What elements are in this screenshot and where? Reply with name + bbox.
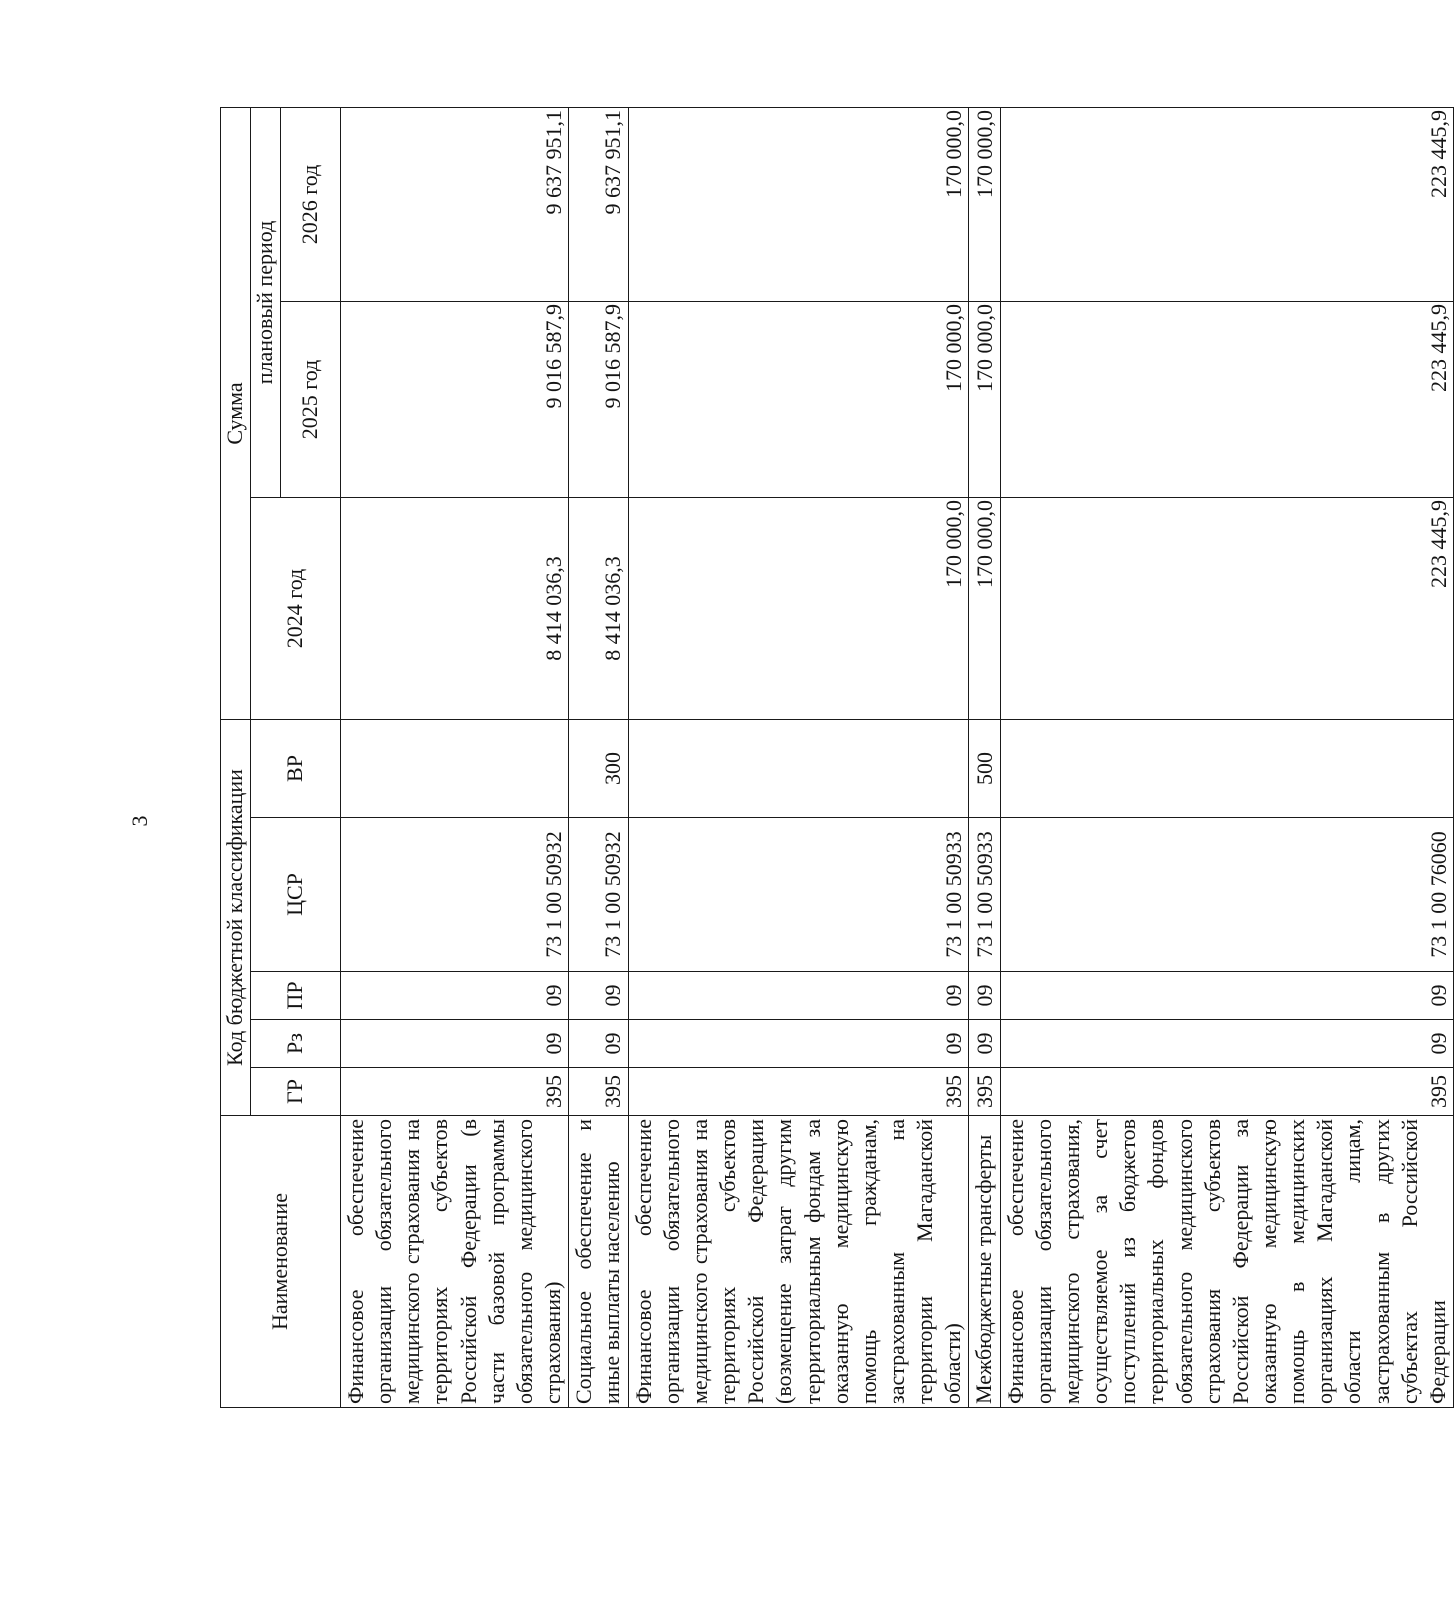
table-row bbox=[1000, 107, 1454, 1407]
row-rz: 09 bbox=[969, 1020, 1000, 1068]
row-vr bbox=[1000, 720, 1454, 818]
budget-table bbox=[220, 107, 1454, 1408]
page-number: 3 bbox=[127, 815, 152, 827]
row-2026: 223 445,9 bbox=[1000, 107, 1454, 301]
row-name: Финансовое обеспечение организации обязательного медицинского страхования на территориях субъектов Российской Федерации (в части базовой программы обязательного медицинского страхования) bbox=[341, 1116, 569, 1408]
row-name: Межбюджетные трансферты bbox=[969, 1116, 1000, 1408]
row-name: Социальное обеспечение и иные выплаты населению bbox=[569, 1116, 628, 1408]
row-2026: 9 637 951,1 bbox=[569, 107, 628, 301]
row-vr bbox=[628, 720, 969, 818]
row-pr: 09 bbox=[628, 972, 969, 1020]
row-vr: 500 bbox=[969, 720, 1000, 818]
table-row bbox=[341, 107, 569, 1407]
table-row bbox=[969, 107, 1000, 1407]
row-csr: 73 1 00 76060 bbox=[1000, 818, 1454, 972]
row-2025: 223 445,9 bbox=[1000, 302, 1454, 498]
budget-table-sheet bbox=[220, 108, 1451, 1408]
row-2025: 9 016 587,9 bbox=[569, 302, 628, 498]
row-gr: 395 bbox=[628, 1068, 969, 1116]
header-vr: ВР bbox=[251, 720, 341, 818]
row-pr: 09 bbox=[1000, 972, 1454, 1020]
row-csr: 73 1 00 50932 bbox=[569, 818, 628, 972]
row-pr: 09 bbox=[969, 972, 1000, 1020]
row-vr bbox=[341, 720, 569, 818]
row-2026: 170 000,0 bbox=[628, 107, 969, 301]
row-pr: 09 bbox=[341, 972, 569, 1020]
header-rz: Рз bbox=[251, 1020, 341, 1068]
header-2024: 2024 год bbox=[251, 498, 341, 720]
row-csr: 73 1 00 50932 bbox=[341, 818, 569, 972]
header-code-group: Код бюджетной классификации bbox=[221, 720, 251, 1116]
row-2026: 170 000,0 bbox=[969, 107, 1000, 301]
row-2025: 9 016 587,9 bbox=[341, 302, 569, 498]
header-2026: 2026 год bbox=[281, 107, 341, 301]
header-csr: ЦСР bbox=[251, 818, 341, 972]
header-name: Наименование bbox=[221, 1116, 341, 1408]
header-plan-period: плановый период bbox=[251, 107, 281, 497]
row-rz: 09 bbox=[1000, 1020, 1454, 1068]
row-gr: 395 bbox=[569, 1068, 628, 1116]
row-name: Финансовое обеспечение организации обязательного медицинского страхования на территориях субъектов Российской Федерации (возмещение затрат другим территориальным фондам за оказанную медицинскую помощь гражданам, застрахованным на территории Магаданской области) bbox=[628, 1116, 969, 1408]
row-csr: 73 1 00 50933 bbox=[628, 818, 969, 972]
header-2025: 2025 год bbox=[281, 302, 341, 498]
header-pr: ПР bbox=[251, 972, 341, 1020]
row-rz: 09 bbox=[628, 1020, 969, 1068]
row-2025: 170 000,0 bbox=[628, 302, 969, 498]
row-2026: 9 637 951,1 bbox=[341, 107, 569, 301]
table-row bbox=[628, 107, 969, 1407]
row-2024: 8 414 036,3 bbox=[341, 498, 569, 720]
row-2024: 223 445,9 bbox=[1000, 498, 1454, 720]
row-gr: 395 bbox=[1000, 1068, 1454, 1116]
row-name: Финансовое обеспечение организации обязательного медицинского страхования, осуществляемое за счет поступлений из бюджетов территориальных фондов обязательного медицинского страхования субъектов Российской Федерации за оказанную медицинскую помощь в медицинских организациях Магаданской области лицам, застрахованным в других субъектах Российской Федерации bbox=[1000, 1116, 1454, 1408]
row-rz: 09 bbox=[341, 1020, 569, 1068]
table-row bbox=[569, 107, 628, 1407]
row-pr: 09 bbox=[569, 972, 628, 1020]
row-gr: 395 bbox=[969, 1068, 1000, 1116]
row-2024: 170 000,0 bbox=[628, 498, 969, 720]
row-csr: 73 1 00 50933 bbox=[969, 818, 1000, 972]
row-2025: 170 000,0 bbox=[969, 302, 1000, 498]
row-vr: 300 bbox=[569, 720, 628, 818]
row-2024: 170 000,0 bbox=[969, 498, 1000, 720]
row-rz: 09 bbox=[569, 1020, 628, 1068]
header-sum: Сумма bbox=[221, 107, 251, 719]
header-gr: ГР bbox=[251, 1068, 341, 1116]
row-gr: 395 bbox=[341, 1068, 569, 1116]
row-2024: 8 414 036,3 bbox=[569, 498, 628, 720]
